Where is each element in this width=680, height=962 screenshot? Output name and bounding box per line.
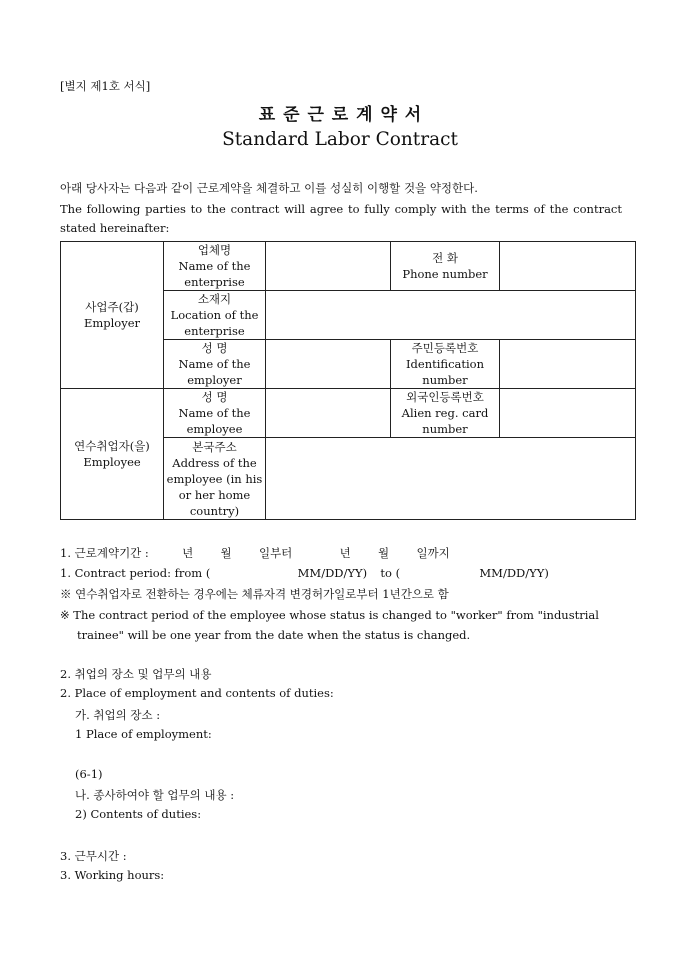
date-format-to: MM/DD/YY) [479,566,549,580]
location-label [164,291,266,340]
home-address-ko: 본국주소 [192,439,237,454]
employer-label-ko: 사업주(갑) [85,300,139,314]
section3-heading-en: 3. Working hours: [60,868,165,882]
title-korean: 표 준 근 로 계 약 서 [258,105,422,125]
year-label-1: 년 [182,546,194,560]
to-label-ko: 일까지 [416,546,450,560]
to-label-en: to ( [380,566,401,580]
contract-period-heading-ko: 1. 근로계약기간 : [60,546,149,560]
intro-korean: 아래 당사자는 다음과 같이 근로계약을 체결하고 이를 성실히 이행할 것을 약정한다. [60,181,478,195]
enterprise-name-en: Name of the enterprise [178,259,251,289]
employer-label-cell [61,242,164,389]
employee-label-ko: 연수취업자(을) [74,439,150,453]
month-label-2: 월 [378,546,390,560]
duties-heading-ko: 나. 종사하여야 할 업무의 내용 : [75,788,235,802]
location-field[interactable] [266,291,636,340]
location-ko: 소재지 [197,292,232,306]
form-number: [별지 제1호 서식] [60,79,151,93]
enterprise-name-field[interactable] [266,242,391,291]
employee-name-ko: 성 명 [201,390,228,404]
home-address-field[interactable] [266,438,636,520]
id-number-en: Identification number [405,357,484,387]
id-number-label [391,340,500,389]
intro-english: The following parties to the contract will agree to fully comply with the terms of the contract stated hereinafter: [60,202,622,235]
duties-heading-en: 2) Contents of duties: [75,807,202,821]
parties-table [60,241,636,520]
contract-period-ko-line [60,545,450,561]
page-reference: (6-1) [75,767,103,781]
status-change-note-en: ※ The contract period of the employee whose status is changed to "worker" from "industrial trainee" will be one year from the date when the status is changed. [60,608,599,642]
year-label-2: 년 [339,546,351,560]
home-address-label [164,438,266,520]
alien-reg-ko: 외국인등록번호 [406,390,484,404]
phone-ko: 전 화 [432,251,458,265]
alien-reg-label [391,389,500,438]
employer-name-en: Name of the employer [178,357,251,387]
contract-period-en-line [60,566,549,580]
enterprise-name-ko: 업체명 [197,243,232,257]
section2-heading-ko: 2. 취업의 장소 및 업무의 내용 [60,667,212,681]
employer-name-field[interactable] [266,340,391,389]
employee-name-label [164,389,266,438]
date-format-from: MM/DD/YY) [297,566,368,580]
phone-en: Phone number [402,267,488,281]
id-number-field[interactable] [500,340,636,389]
title-english: Standard Labor Contract [222,129,458,150]
employee-label-cell [61,389,164,520]
from-label-ko: 일부터 [258,546,293,560]
place-heading-en: 1 Place of employment: [75,727,212,741]
id-number-ko: 주민등록번호 [411,341,479,355]
phone-label [391,242,500,291]
contract-period-heading-en: 1. Contract period: from ( [60,566,211,580]
alien-reg-field[interactable] [500,389,636,438]
employer-name-label [164,340,266,389]
section3-heading-ko: 3. 근무시간 : [60,849,127,863]
employee-name-en: Name of the employee [178,406,251,436]
place-heading-ko: 가. 취업의 장소 : [75,708,161,722]
employee-name-field[interactable] [266,389,391,438]
employer-name-ko: 성 명 [201,341,228,355]
location-en: Location of the enterprise [170,308,259,338]
home-address-en: Address of the employee (in his or her home country) [166,455,263,518]
phone-field[interactable] [500,242,636,291]
alien-reg-en: Alien reg. card number [401,406,489,436]
status-change-note-ko: ※ 연수취업자로 전환하는 경우에는 체류자격 변경허가일로부터 1년간으로 함 [60,587,449,601]
employee-label-en: Employee [83,455,141,469]
section2-heading-en: 2. Place of employment and contents of duties: [60,686,334,700]
month-label-1: 월 [220,546,232,560]
employer-label-en: Employer [83,316,141,330]
enterprise-name-label [164,242,266,291]
